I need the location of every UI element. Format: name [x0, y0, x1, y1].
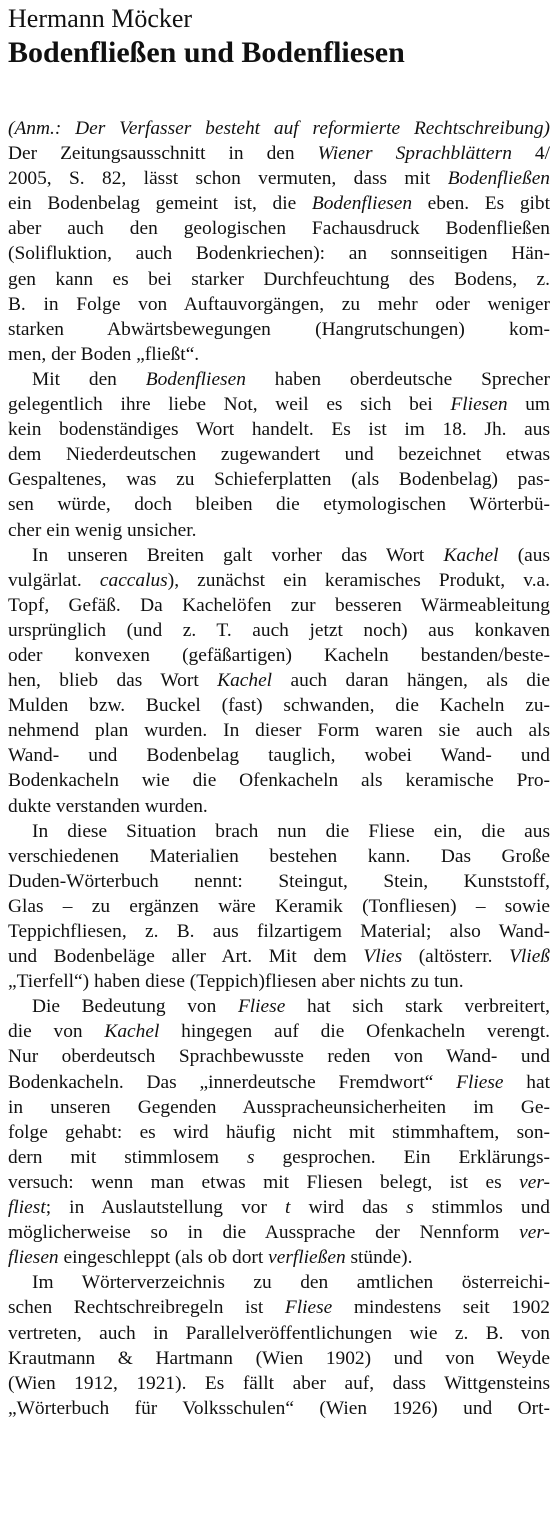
text-line [8, 568, 550, 593]
italic-text: verfließen [268, 1247, 346, 1269]
text-run: dukte verstanden wurden. [8, 795, 208, 817]
text-run: vertreten, auch in Parallelveröffentlichungen wie z. B. von [8, 1322, 550, 1344]
text-line [8, 166, 550, 191]
text-run: stünde). [345, 1247, 413, 1269]
italic-text: fliesen [8, 1247, 59, 1269]
text-run: aber auch den geologischen Fachausdruck Bodenfließen [8, 218, 550, 240]
italic-text: Vließ [509, 946, 550, 968]
text-run: B. in Folge von Auftauvorgängen, zu mehr oder weniger [8, 293, 550, 315]
text-line [8, 141, 550, 166]
italic-text: ver- [519, 1222, 550, 1244]
text-run: versuch: wenn man etwas mit Fliesen belegt, ist es [8, 1171, 520, 1193]
italic-text: Fliesen [450, 394, 508, 416]
italic-text: (Anm.: Der Verfasser besteht auf reformierte Rechtschreibung) [8, 118, 550, 139]
text-run: Mulden bzw. Buckel (fast) schwanden, die Kacheln zu- [8, 695, 550, 717]
text-line [8, 668, 550, 693]
text-line [8, 1044, 550, 1069]
text-line [8, 1270, 550, 1295]
text-line [8, 292, 550, 317]
text-run: ursprünglich (und z. T. auch jetzt noch) aus konkaven [8, 619, 550, 641]
italic-text: Wiener Sprachblättern [317, 143, 512, 165]
italic-text: fliest [8, 1197, 46, 1219]
text-run: und Bodenbeläge aller Art. Mit dem [8, 946, 364, 968]
text-run: Nur oberdeutsch Sprachbewusste reden von Wand- und [8, 1046, 550, 1068]
text-line [8, 1095, 550, 1120]
italic-text: Bodenfliesen [311, 193, 413, 215]
article-body [8, 116, 550, 1421]
text-line [8, 1019, 550, 1044]
text-line [8, 794, 550, 819]
italic-text: Fliese [284, 1297, 333, 1319]
text-run: Im Wörterverzeichnis zu den amtlichen österreichi- [32, 1272, 550, 1294]
text-run: ), zunächst ein keramisches Produkt, v.a. [167, 569, 550, 591]
text-run: die von [8, 1021, 105, 1043]
text-line [8, 768, 550, 793]
text-run: gelegentlich ihre liebe Not, weil es sich bei [8, 394, 451, 416]
text-run: eingeschleppt (als ob dort [58, 1247, 269, 1269]
text-run: möglicherweise so in die Aussprache der Nennform [8, 1222, 520, 1244]
italic-text: Kachel [217, 670, 273, 692]
text-run: Die Bedeutung von [32, 996, 238, 1018]
text-run: „Wörterbuch für Volksschulen“ (Wien 1926) und Ort- [8, 1397, 550, 1419]
author-name: Hermann Möcker [8, 4, 193, 33]
text-line [8, 442, 550, 467]
text-run: auch daran hängen, als die [272, 670, 550, 692]
text-line [8, 1346, 550, 1371]
text-run: Wand- und Bodenbelag tauglich, wobei Wand- und [8, 745, 550, 767]
text-run: In diese Situation brach nun die Fliese ein, die aus [32, 820, 550, 842]
text-line [8, 944, 550, 969]
text-line [8, 367, 550, 392]
text-line [8, 518, 550, 543]
text-run: hingegen auf die Ofenkacheln verengt. [159, 1021, 550, 1043]
text-line [8, 116, 550, 141]
text-run: kein bodenständiges Wort handelt. Es ist im 18. Jh. aus [8, 419, 550, 441]
text-run: Bodenkacheln wie die Ofenkacheln als keramische Pro- [8, 770, 550, 792]
article-page [8, 0, 550, 1421]
text-run: gesprochen. Ein Erklärungs- [254, 1146, 550, 1168]
text-run: mindestens seit 1902 [332, 1297, 550, 1319]
text-line [8, 819, 550, 844]
text-run: Mit den [32, 368, 146, 390]
italic-text: Bodenfließen [447, 168, 550, 190]
text-line [8, 894, 550, 919]
text-line [8, 1220, 550, 1245]
text-line [8, 1120, 550, 1145]
text-line [8, 743, 550, 768]
text-run: hat sich stark verbreitert, [285, 996, 550, 1018]
text-line [8, 1321, 550, 1346]
text-line [8, 718, 550, 743]
text-run: Glas – zu ergänzen wäre Keramik (Tonfliesen) – sowie [8, 895, 550, 917]
italic-text: Fliese [237, 996, 286, 1018]
text-line [8, 869, 550, 894]
text-run: Gespaltenes, was zu Schieferplatten (als Bodenbelag) pas- [8, 469, 550, 491]
text-line [8, 643, 550, 668]
text-run: folge gehabt: es wird häufig nicht mit stimmhaftem, son- [8, 1121, 550, 1143]
text-line [8, 1070, 550, 1095]
text-line [8, 267, 550, 292]
text-run: vulgärlat. [8, 569, 100, 591]
text-run: cher ein wenig unsicher. [8, 519, 197, 541]
italic-text: Bodenfliesen [145, 368, 246, 390]
text-run: ein Bodenbelag gemeint ist, die [8, 193, 312, 215]
text-run: Teppichfliesen, z. B. aus filzartigem Material; also Wand- [8, 921, 550, 942]
italic-text: caccalus [99, 569, 168, 591]
text-line [8, 844, 550, 869]
text-run: wird das [290, 1197, 407, 1219]
text-line [8, 593, 550, 618]
text-run: dem Niederdeutschen zugewandert und bezeichnet etwas [8, 444, 550, 466]
text-line [8, 467, 550, 492]
text-run: Der Zeitungsausschnitt in den [8, 143, 318, 165]
text-run: hat [503, 1071, 550, 1093]
text-line [8, 693, 550, 718]
italic-text: t [285, 1197, 291, 1219]
text-run: 4/ [511, 143, 550, 165]
text-run: (Solifluktion, auch Bodenkriechen): an sonnseitigen Hän- [8, 243, 550, 265]
text-line [8, 618, 550, 643]
text-run: In unseren Breiten galt vorher das Wort [32, 544, 444, 566]
text-line [8, 317, 550, 342]
text-line [8, 1396, 550, 1421]
text-line [8, 1245, 550, 1270]
text-run: verschiedenen Materialien bestehen kann. Das Große [8, 845, 550, 867]
text-line [8, 342, 550, 367]
text-run: in unseren Gegenden Aussprachеunsicherheiten im Ge- [8, 1096, 550, 1118]
text-run: men, der Boden „fließt“. [8, 343, 200, 365]
text-line [8, 216, 550, 241]
text-line [8, 1170, 550, 1195]
text-line [8, 241, 550, 266]
text-line [8, 1371, 550, 1396]
text-run: (Wien 1912, 1921). Es fällt aber auf, dass Wittgensteins [8, 1372, 550, 1394]
text-run: (altösterr. [402, 946, 510, 968]
text-line [8, 1195, 550, 1220]
text-run: 2005, S. 82, lässt schon vermuten, dass mit [8, 168, 448, 190]
text-line [8, 191, 550, 216]
text-run: oder konvexen (gefäßartigen) Kacheln bestanden/beste- [8, 644, 550, 666]
text-run: (aus [498, 544, 550, 566]
text-run: eben. Es gibt [412, 193, 550, 215]
text-line [8, 392, 550, 417]
text-line [8, 994, 550, 1019]
text-run: um [507, 394, 550, 416]
italic-text: Kachel [443, 544, 499, 566]
italic-text: Fliese [456, 1071, 504, 1093]
text-run: stimmlos und [413, 1197, 550, 1219]
italic-text: Kachel [104, 1021, 160, 1043]
italic-text: s [246, 1146, 255, 1168]
text-line [8, 543, 550, 568]
article-title: Bodenfließen und Bodenfliesen [8, 36, 405, 69]
text-line [8, 417, 550, 442]
text-line [8, 919, 550, 944]
text-run: hen, blieb das Wort [8, 670, 218, 692]
text-run: Krautmann & Hartmann (Wien 1902) und von Weyde [8, 1347, 550, 1369]
text-line [8, 1145, 550, 1170]
text-run: „Tierfell“) haben diese (Teppich)fliesen aber nichts zu tun. [8, 971, 464, 993]
text-line [8, 969, 550, 994]
italic-text: Vlies [363, 946, 403, 968]
text-run: ; in Auslautstellung vor [45, 1197, 286, 1219]
text-run: nehmend plan wurden. In dieser Form waren sie auch als [8, 720, 550, 742]
text-line [8, 1295, 550, 1320]
text-run: haben oberdeutsche Sprecher [245, 368, 550, 390]
text-run: Topf, Gefäß. Da Kachelöfen zur besseren Wärmeableitung [8, 594, 550, 616]
italic-text: s [406, 1197, 414, 1219]
text-run: dern mit stimmlosem [8, 1146, 247, 1168]
text-run: Duden-Wörterbuch nennt: Steingut, Stein, Kunststoff, [8, 870, 550, 892]
text-run: schen Rechtschreibregeln ist [8, 1297, 285, 1319]
text-run: Bodenkacheln. Das „innerdeutsche Fremdwort“ [8, 1071, 457, 1093]
italic-text: ver- [519, 1171, 550, 1193]
text-run: starken Abwärtsbewegungen (Hangrutschungen) kom- [8, 318, 550, 340]
text-run: sen würde, doch bleiben die etymologischen Wörterbü- [8, 494, 550, 516]
text-run: gen kann es bei starker Durchfeuchtung des Bodens, z. [8, 268, 550, 290]
text-line [8, 492, 550, 517]
